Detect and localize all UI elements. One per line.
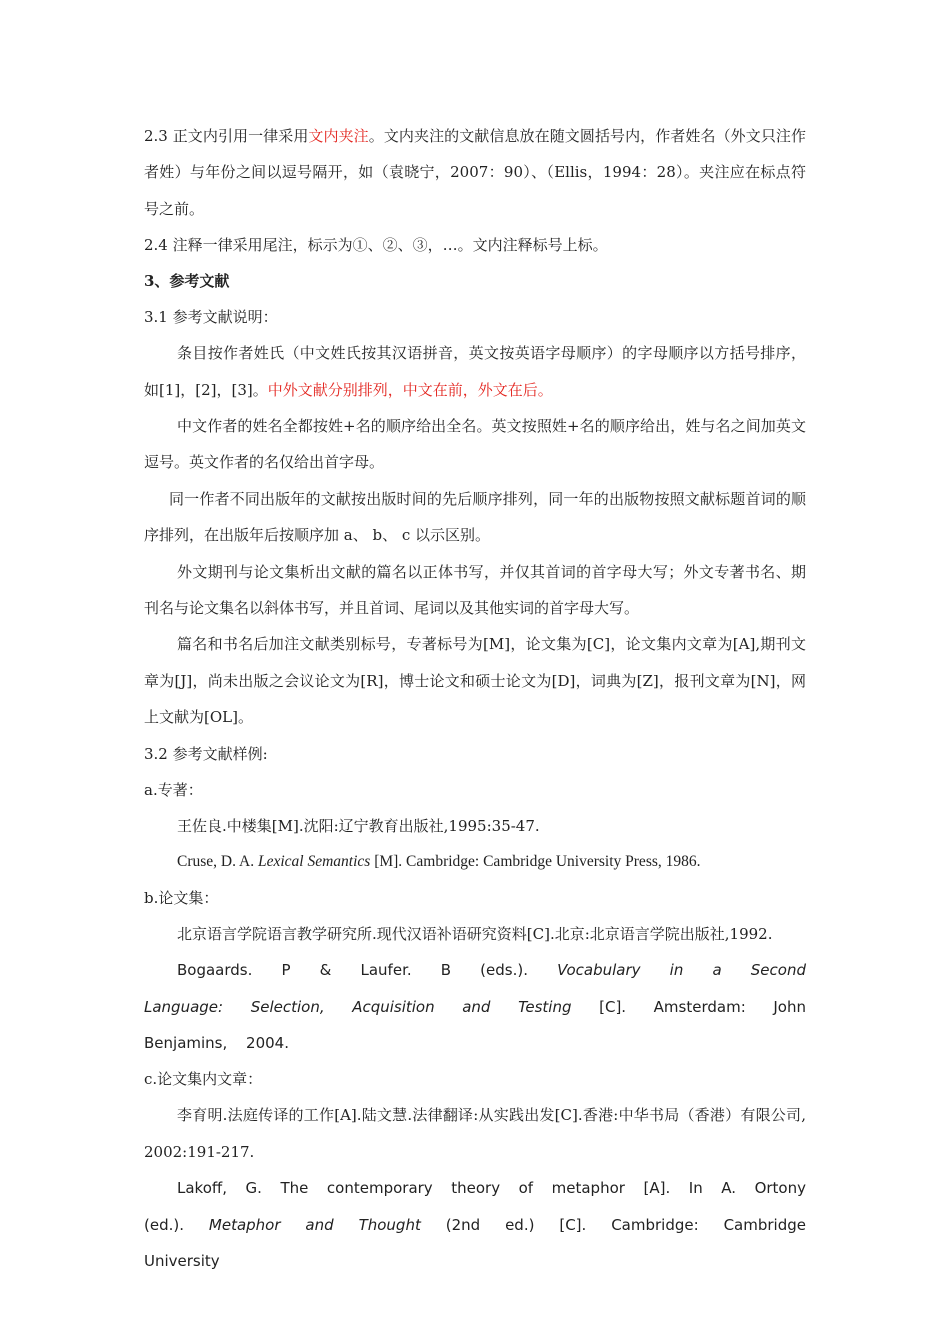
article-in-proceedings-label: c.论文集内文章：	[144, 1070, 263, 1089]
proceedings-reference-chinese: 北京语言学院语言教学研究所.现代汉语补语研究资料[C].北京:北京语言学院出版社,1992.	[177, 924, 773, 943]
section-3-2-title: 3.2 参考文献样例:	[144, 744, 268, 763]
rule-ordering-text: 条目按作者姓氏（中文姓氏按其汉语拼音，英文按英语字母顺序）的字母顺序以方括号排序，如[1]，[2]，[3]。	[144, 344, 806, 399]
article-ref-book-title: Metaphor and Thought	[208, 1215, 421, 1234]
rule-same-author-paragraph: 同一作者不同出版年的文献按出版时间的先后顺序排列，同一年的出版物按照文献标题首词的顺序排列，在出版年后按顺序加 a、 b、 c 以示区别。	[144, 489, 806, 545]
monograph-ref-title: Lexical Semantics	[257, 852, 371, 870]
monograph-ref-publisher: [M]. Cambridge: Cambridge University Press, 1986.	[370, 852, 701, 870]
section-2-3-text-c: 。文内夹注的文献信息放在随文圆括号内，作者姓名（外文只注作者姓）与年份之间以逗号隔开，如（袁晓宁，2007：90）、（Ellis，1994：28）。夹注应在标点符号之前。	[144, 127, 806, 218]
monograph-ref-author: Cruse, D. A.	[177, 852, 258, 870]
document-body	[144, 118, 806, 1279]
rule-type-codes-paragraph: 篇名和书名后加注文献类别标号，专著标号为[M]，论文集为[C]，论文集内文章为[A],期刊文章为[J]，尚未出版之会议论文为[R]，博士论文和硕士论文为[D]，词典为[Z]，报刊文章为[N]，网上文献为[OL]。	[144, 635, 806, 727]
rule-ordering-highlight: 中外文献分别排列，中文在前，外文在后。	[267, 380, 553, 399]
article-reference-english	[144, 1170, 806, 1279]
rule-names-paragraph: 中文作者的姓名全都按姓+名的顺序给出全名。英文按照姓+名的顺序给出，姓与名之间加英文逗号。英文作者的名仅给出首字母。	[144, 417, 806, 472]
section-3-1-title: 3.1 参考文献说明：	[144, 308, 278, 327]
rule-capitalization-paragraph: 外文期刊与论文集析出文献的篇名以正体书写，并仅其首词的首字母大写；外文专著书名、期刊名与论文集名以斜体书写，并且首词、尾词以及其他实词的首字母大写。	[144, 562, 806, 618]
monograph-reference-chinese: 王佐良.中楼集[M].沈阳:辽宁教育出版社,1995:35-47.	[177, 816, 540, 835]
section-2-3-text-a: 2.3 正文内引用一律采用	[144, 127, 309, 145]
rule-ordering-paragraph	[144, 335, 806, 408]
monograph-label: a.专著：	[144, 780, 203, 799]
proceedings-ref-title: Vocabulary in a Second Language: Selection, Acquisition and Testing	[144, 961, 806, 1016]
proceedings-reference-english	[144, 952, 806, 1061]
section-2-3-highlight: 文内夹注	[308, 127, 369, 145]
proceedings-label: b.论文集：	[144, 888, 219, 907]
article-ref-publisher: (2nd ed.) [C]. Cambridge: Cambridge University	[144, 1215, 806, 1270]
section-2-4-paragraph: 2.4 注释一律采用尾注，标示为①、②、③，…。文内注释标号上标。	[144, 236, 608, 255]
article-ref-author: Lakoff, G. The contemporary theory of metaphor [A]. In A. Ortony (ed.).	[144, 1179, 806, 1234]
section-2-3-paragraph	[144, 118, 806, 227]
article-reference-chinese: 李育明.法庭传译的工作[A].陆文慧.法律翻译:从实践出发[C].香港:中华书局（香港）有限公司, 2002:191-217.	[144, 1106, 806, 1161]
section-3-heading: 3、参考文献	[144, 272, 230, 291]
proceedings-ref-editors: Bogaards. P & Laufer. B (eds.).	[177, 961, 558, 980]
monograph-reference-english	[144, 844, 806, 880]
proceedings-ref-publisher: [C]. Amsterdam: John Benjamins, 2004.	[144, 997, 806, 1052]
